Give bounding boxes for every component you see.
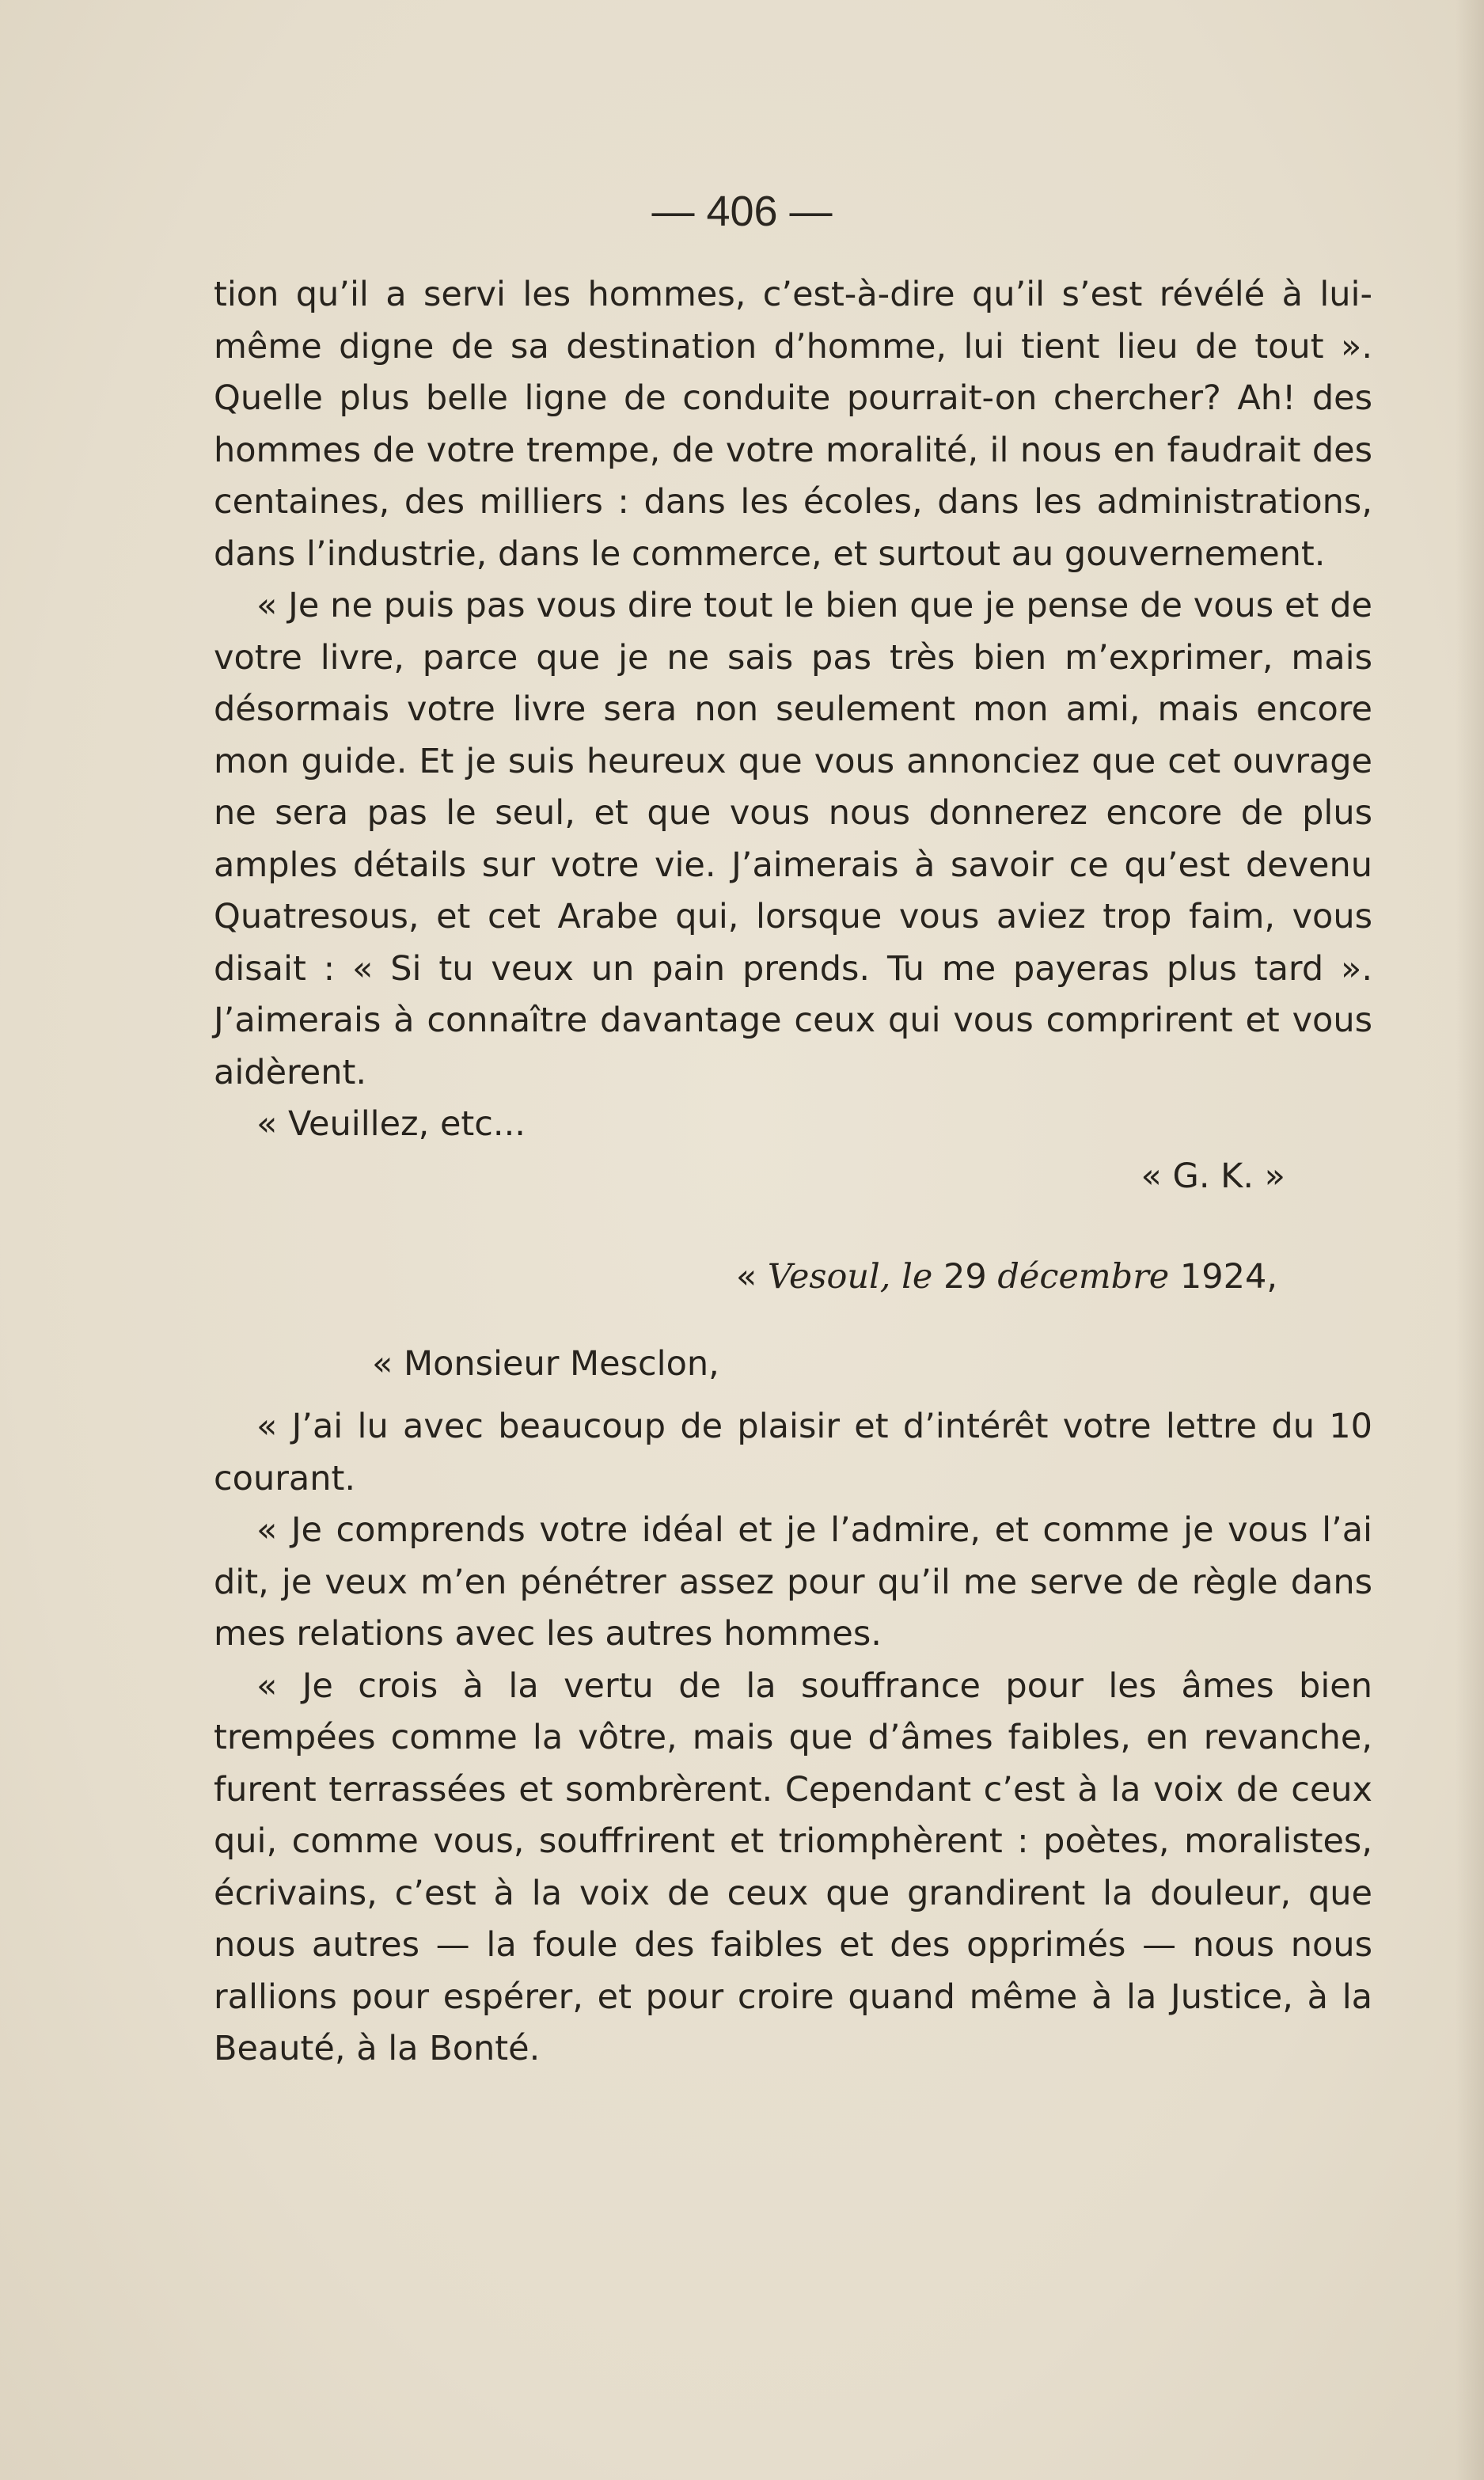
letter-signature: « G. K. » — [1141, 1156, 1285, 1196]
paragraph-closing: « Veuillez, etc... — [256, 1104, 526, 1144]
dateline-year: 1924, — [1169, 1257, 1277, 1297]
dateline-place: Vesoul, le — [767, 1257, 933, 1297]
paragraph-reply-intro: « J’ai lu avec beaucoup de plaisir et d’intérêt votre lettre du 10 courant. — [214, 1407, 1372, 1498]
letter-dateline — [214, 1251, 1372, 1304]
dateline-day: 29 — [932, 1257, 998, 1297]
paragraph-continuation: tion qu’il a servi les hommes, c’est-à-dire qu’il s’est révélé à lui-même digne de sa destination d’homme, lui tient lieu de tout ». Quelle plus belle ligne de conduite pourrait-on chercher? Ah! des hommes de votre trempe, de votre moralité, il nous en faudrait des centaines, des milliers : dans les écoles, dans les administrations, dans l’industrie, dans le commerce, et surtout au gouvernement. — [214, 275, 1372, 574]
page-number: — 406 — — [651, 188, 833, 235]
dateline-month: décembre — [997, 1257, 1170, 1297]
body-text — [214, 269, 1372, 2076]
paragraph-letter-praise: « Je ne puis pas vous dire tout le bien que je pense de vous et de votre livre, parce que je ne sais pas très bien m’exprimer, mais désormais votre livre sera non seulement mon ami, mais encore mon guide. Et je suis heureux que vous annonciez que cet ouvrage ne sera pas le seul, et que vous nous donnerez encore de plus amples détails sur votre vie. J’aimerais à savoir ce qu’est devenu Quatresous, et cet Arabe qui, lorsque vous aviez trop faim, vous disait : « Si tu veux un pain prends. Tu me payeras plus tard ». J’aimerais à connaître davantage ceux qui vous comprirent et vous aidèrent. — [214, 586, 1372, 1092]
letter-salutation: « Monsieur Mesclon, — [372, 1343, 719, 1384]
paragraph-ideal: « Je comprends votre idéal et je l’admire, et comme je vous l’ai dit, je veux m’en pénétrer assez pour qu’il me serve de règle dans mes relations avec les autres hommes. — [214, 1510, 1372, 1654]
page-edge-shadow — [1456, 0, 1484, 2480]
paragraph-suffering: « Je crois à la vertu de la souffrance pour les âmes bien trempées comme la vôtre, mais que d’âmes faibles, en revanche, furent terrassées et sombrèrent. Cependant c’est à la voix de ceux qui, comme vous, souffrirent et triomphèrent : poètes, moralistes, écrivains, c’est à la voix de ceux que grandirent la douleur, que nous autres — la foule des faibles et des opprimés — nous nous rallions pour espérer, et pour croire quand même à la Justice, à la Beauté, à la Bonté. — [214, 1665, 1372, 2068]
dateline-quote: « — [735, 1257, 768, 1297]
